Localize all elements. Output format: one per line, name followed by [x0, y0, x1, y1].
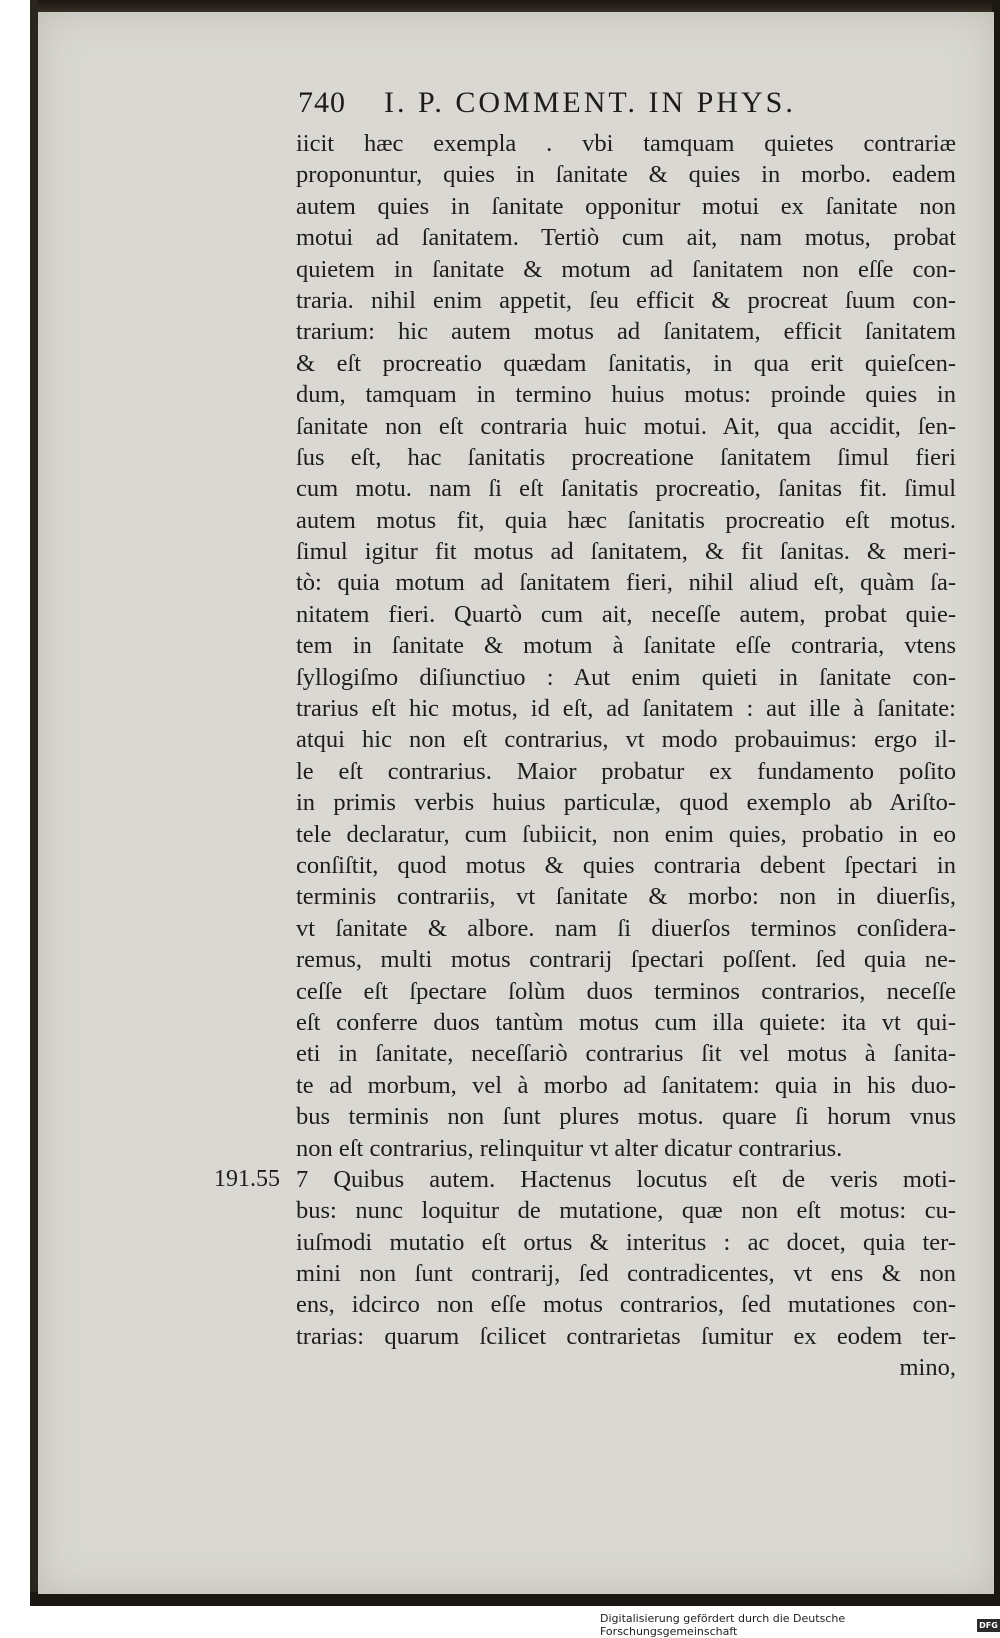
text-line: bus: nunc loquitur de mutatione, quæ non eſt motus: cu- — [296, 1197, 956, 1225]
text-line: trarius eſt hic motus, id eſt, ad ſanitatem : aut ille à ſanitate: — [296, 695, 956, 723]
text-line: 7 Quibus autem. Hactenus locutus eſt de veris moti- — [296, 1165, 956, 1193]
text-line: trarium: hic autem motus ad ſanitatem, efficit ſanitatem — [296, 318, 956, 346]
text-line: terminis contrariis, vt ſanitate & morbo: non in diuerſis, — [296, 883, 956, 911]
text-line: traria. nihil enim appetit, ſeu efficit & procreat ſuum con- — [296, 286, 956, 314]
text-line: ſanitate non eſt contraria huic motui. Ait, qua accidit, ſen- — [296, 412, 956, 440]
text-line: dum, tamquam in termino huius motus: proinde quies in — [296, 381, 956, 409]
text-line: ſus eſt, hac ſanitatis procreatione ſanitatem ſimul fieri — [296, 443, 956, 471]
text-line: eti in ſanitate, neceſſariò contrarius ſit vel motus à ſanita- — [296, 1040, 956, 1068]
text-line: tem in ſanitate & motum à ſanitate eſſe contraria, vtens — [296, 632, 956, 660]
text-line: cum motu. nam ſi eſt ſanitatis procreatio, ſanitas fit. ſimul — [296, 475, 956, 503]
page-number: 740 — [298, 86, 346, 119]
text-line: le eſt contrarius. Maior probatur ex fundamento poſito — [296, 757, 956, 785]
text-line: mini non ſunt contrarij, ſed contradicentes, vt ens & non — [296, 1260, 956, 1288]
scan-left-edge — [30, 0, 38, 1605]
scan-bottom-edge — [30, 1592, 1000, 1606]
text-line: iicit hæc exempla . vbi tamquam quietes contrariæ — [296, 130, 956, 157]
text-line: non eſt contrarius, relinquitur vt alter dicatur contrarius. — [296, 1134, 843, 1162]
text-line: in primis verbis huius particulæ, quod exemplo ab Ariſto- — [296, 789, 956, 817]
text-line: remus, multi motus contrarij ſpectari poſſent. ſed quia ne- — [296, 946, 956, 974]
text-line: te ad morbum, vel à morbo ad ſanitatem: quia in his duo- — [296, 1071, 956, 1099]
text-line: motui ad ſanitatem. Tertiò cum ait, nam motus, probat — [296, 224, 956, 252]
digitization-footer — [600, 1612, 1000, 1638]
text-line: bus terminis non ſunt plures motus. quare ſi horum vnus — [296, 1103, 956, 1131]
body-text — [296, 128, 956, 1384]
footer-credit: Digitalisierung gefördert durch die Deutsche Forschungsgemeinschaft — [600, 1612, 846, 1638]
text-line: autem motus fit, quia hæc ſanitatis procreatio eſt motus. — [296, 506, 956, 534]
text-line: tele declaratur, cum ſubiicit, non enim quies, probatio in eo — [296, 820, 956, 848]
text-line: atqui hic non eſt contrarius, vt modo probauimus: ergo il- — [296, 726, 956, 754]
text-line: trarias: quarum ſcilicet contrarietas ſumitur ex eodem ter- — [296, 1322, 956, 1350]
text-line: autem quies in ſanitate opponitur motui ex ſanitate non — [296, 192, 956, 220]
text-line: ſyllogiſmo diſiunctiuo : Aut enim quieti in ſanitate con- — [296, 663, 956, 691]
running-head — [298, 86, 918, 126]
margin-reference: 191.55 — [214, 1166, 280, 1192]
text-line: quietem in ſanitate & motum ad ſanitatem non eſſe con- — [296, 255, 956, 283]
text-line: proponuntur, quies in ſanitate & quies in morbo. eadem — [296, 161, 956, 189]
running-title: I. P. COMMENT. IN PHYS. — [384, 86, 796, 119]
text-line: ens, idcirco non eſſe motus contrarios, ſed mutationes con- — [296, 1291, 956, 1319]
dfg-logo-icon: DFG — [977, 1619, 1000, 1632]
text-line: vt ſanitate & albore. nam ſi diuerſos terminos conſidera- — [296, 914, 956, 942]
text-line: iuſmodi mutatio eſt ortus & interitus : ac docet, quia ter- — [296, 1228, 956, 1256]
text-line: nitatem fieri. Quartò cum ait, neceſſe autem, probat quie- — [296, 600, 956, 628]
text-line: conſiſtit, quod motus & quies contraria debent ſpectari in — [296, 851, 956, 879]
text-line: ceſſe eſt ſpectare ſolùm duos terminos contrarios, neceſſe — [296, 977, 956, 1005]
text-line: & eſt procreatio quædam ſanitatis, in qua erit quieſcen- — [296, 349, 956, 377]
text-line: eſt conferre duos tantùm motus cum illa quiete: ita vt qui- — [296, 1008, 956, 1036]
text-line: ſimul igitur fit motus ad ſanitatem, & fit ſanitas. & meri- — [296, 538, 956, 566]
text-line: tò: quia motum ad ſanitatem fieri, nihil aliud eſt, quàm ſa- — [296, 569, 956, 597]
text-line: mino, — [899, 1354, 956, 1382]
